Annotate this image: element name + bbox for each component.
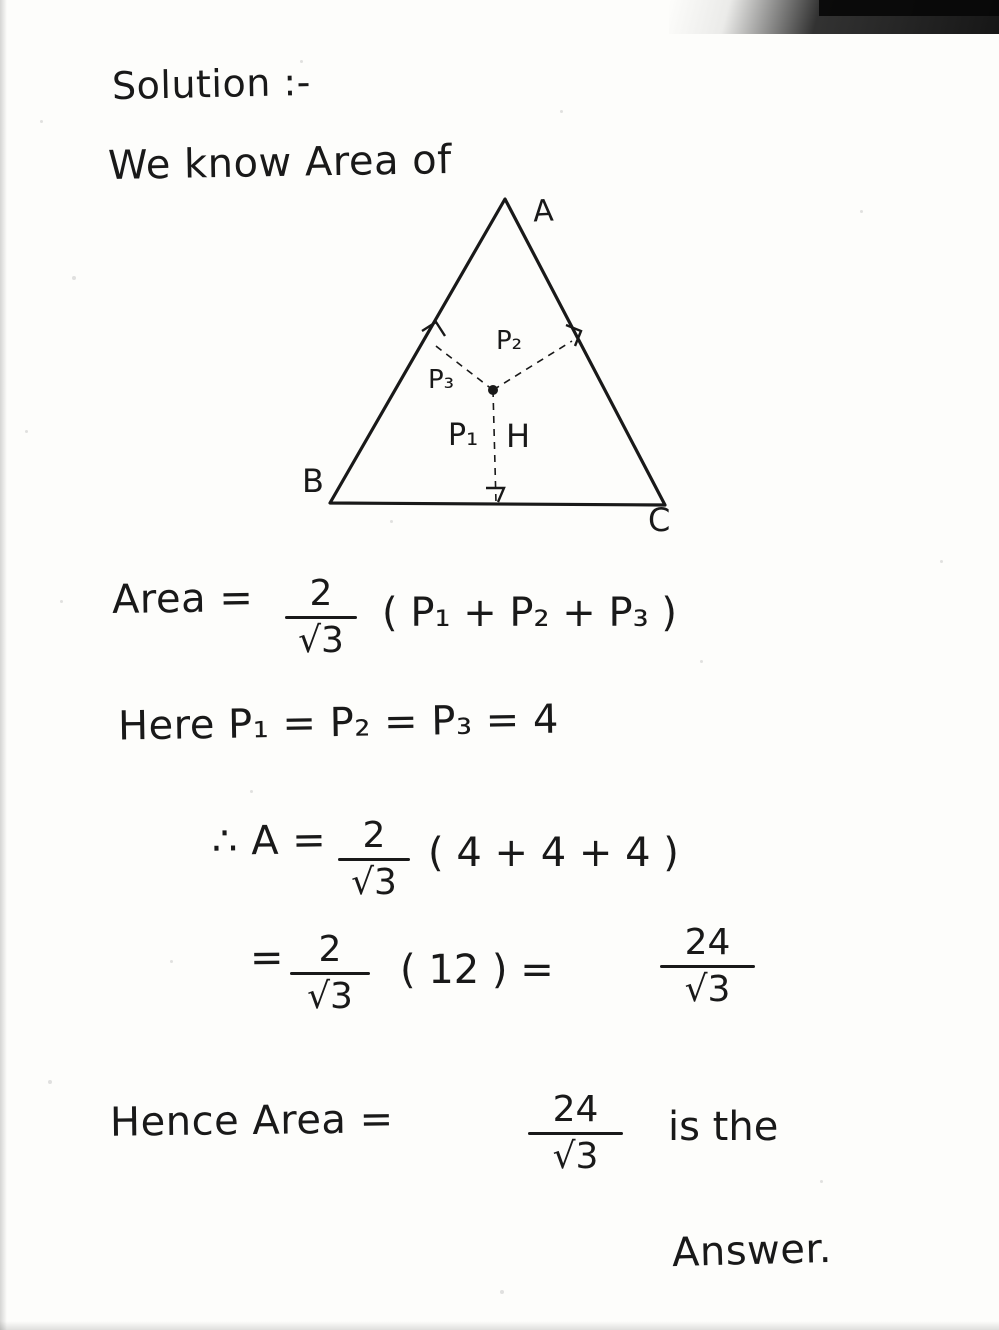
perpendicular-p1 bbox=[493, 390, 496, 503]
area-formula-fraction bbox=[285, 573, 357, 661]
hence-fraction-numerator: 24 bbox=[552, 1089, 599, 1130]
label-p1: P₁ bbox=[448, 418, 479, 453]
label-h: H bbox=[506, 417, 531, 455]
right-angle-mark-left bbox=[422, 322, 445, 336]
hence-fraction bbox=[528, 1089, 623, 1177]
vertex-label-a: A bbox=[532, 193, 555, 230]
area-fraction-numerator: 2 bbox=[309, 573, 333, 614]
hence-fraction-denominator: √3 bbox=[552, 1136, 599, 1177]
paper-speck bbox=[700, 660, 703, 663]
area-fraction-denominator: √3 bbox=[298, 620, 344, 661]
area-fraction-bar bbox=[285, 616, 357, 619]
vertex-label-c: C bbox=[648, 501, 671, 539]
triangle-diagram bbox=[300, 185, 720, 539]
result-fraction bbox=[660, 922, 755, 1010]
equals-middle: ( 12 ) = bbox=[400, 947, 554, 993]
intro-line: We know Area of bbox=[107, 137, 453, 189]
equals-fraction-denominator: √3 bbox=[307, 976, 353, 1017]
equals-prefix: = bbox=[249, 934, 285, 982]
equals-fraction-numerator: 2 bbox=[318, 929, 342, 970]
therefore-fraction-denominator: √3 bbox=[351, 862, 397, 903]
page-bottom-edge-shadow bbox=[0, 1321, 999, 1330]
result-fraction-bar bbox=[660, 965, 755, 968]
result-fraction-numerator: 24 bbox=[684, 922, 731, 963]
triangle-svg bbox=[300, 185, 720, 535]
paper-speck bbox=[560, 110, 563, 113]
paper-speck bbox=[72, 276, 76, 280]
vertex-label-b: B bbox=[302, 462, 324, 500]
therefore-fraction-bar bbox=[338, 858, 410, 861]
solution-heading: Solution :- bbox=[111, 59, 312, 109]
paper-speck bbox=[170, 960, 173, 963]
equals-fraction-bar bbox=[290, 972, 370, 975]
label-p2: P₂ bbox=[496, 326, 523, 356]
result-fraction-denominator: √3 bbox=[684, 969, 731, 1010]
therefore-prefix: ∴ A = bbox=[211, 817, 327, 865]
therefore-suffix: ( 4 + 4 + 4 ) bbox=[428, 830, 679, 876]
hence-prefix: Hence Area = bbox=[109, 1096, 394, 1146]
paper-speck bbox=[940, 560, 943, 563]
therefore-fraction-numerator: 2 bbox=[362, 815, 386, 856]
therefore-fraction bbox=[338, 815, 410, 903]
label-p3: P₃ bbox=[428, 365, 455, 395]
page-corner-dark-strip bbox=[819, 0, 999, 16]
paper-speck bbox=[820, 1180, 823, 1183]
area-formula-prefix: Area = bbox=[111, 575, 254, 623]
answer-label: Answer. bbox=[671, 1225, 833, 1277]
equals-fraction bbox=[290, 929, 370, 1017]
paper-speck bbox=[40, 120, 43, 123]
paper-speck bbox=[25, 430, 28, 433]
area-formula-suffix: ( P₁ + P₂ + P₃ ) bbox=[382, 590, 677, 636]
paper-speck bbox=[60, 600, 63, 603]
paper-speck bbox=[860, 210, 863, 213]
paper-speck bbox=[500, 1290, 504, 1294]
page-left-edge-shadow bbox=[0, 0, 7, 1330]
paper-speck bbox=[48, 1080, 52, 1084]
hence-suffix: is the bbox=[668, 1104, 779, 1150]
paper-speck bbox=[250, 790, 253, 793]
hence-fraction-bar bbox=[528, 1132, 623, 1135]
here-line: Here P₁ = P₂ = P₃ = 4 bbox=[117, 696, 560, 750]
